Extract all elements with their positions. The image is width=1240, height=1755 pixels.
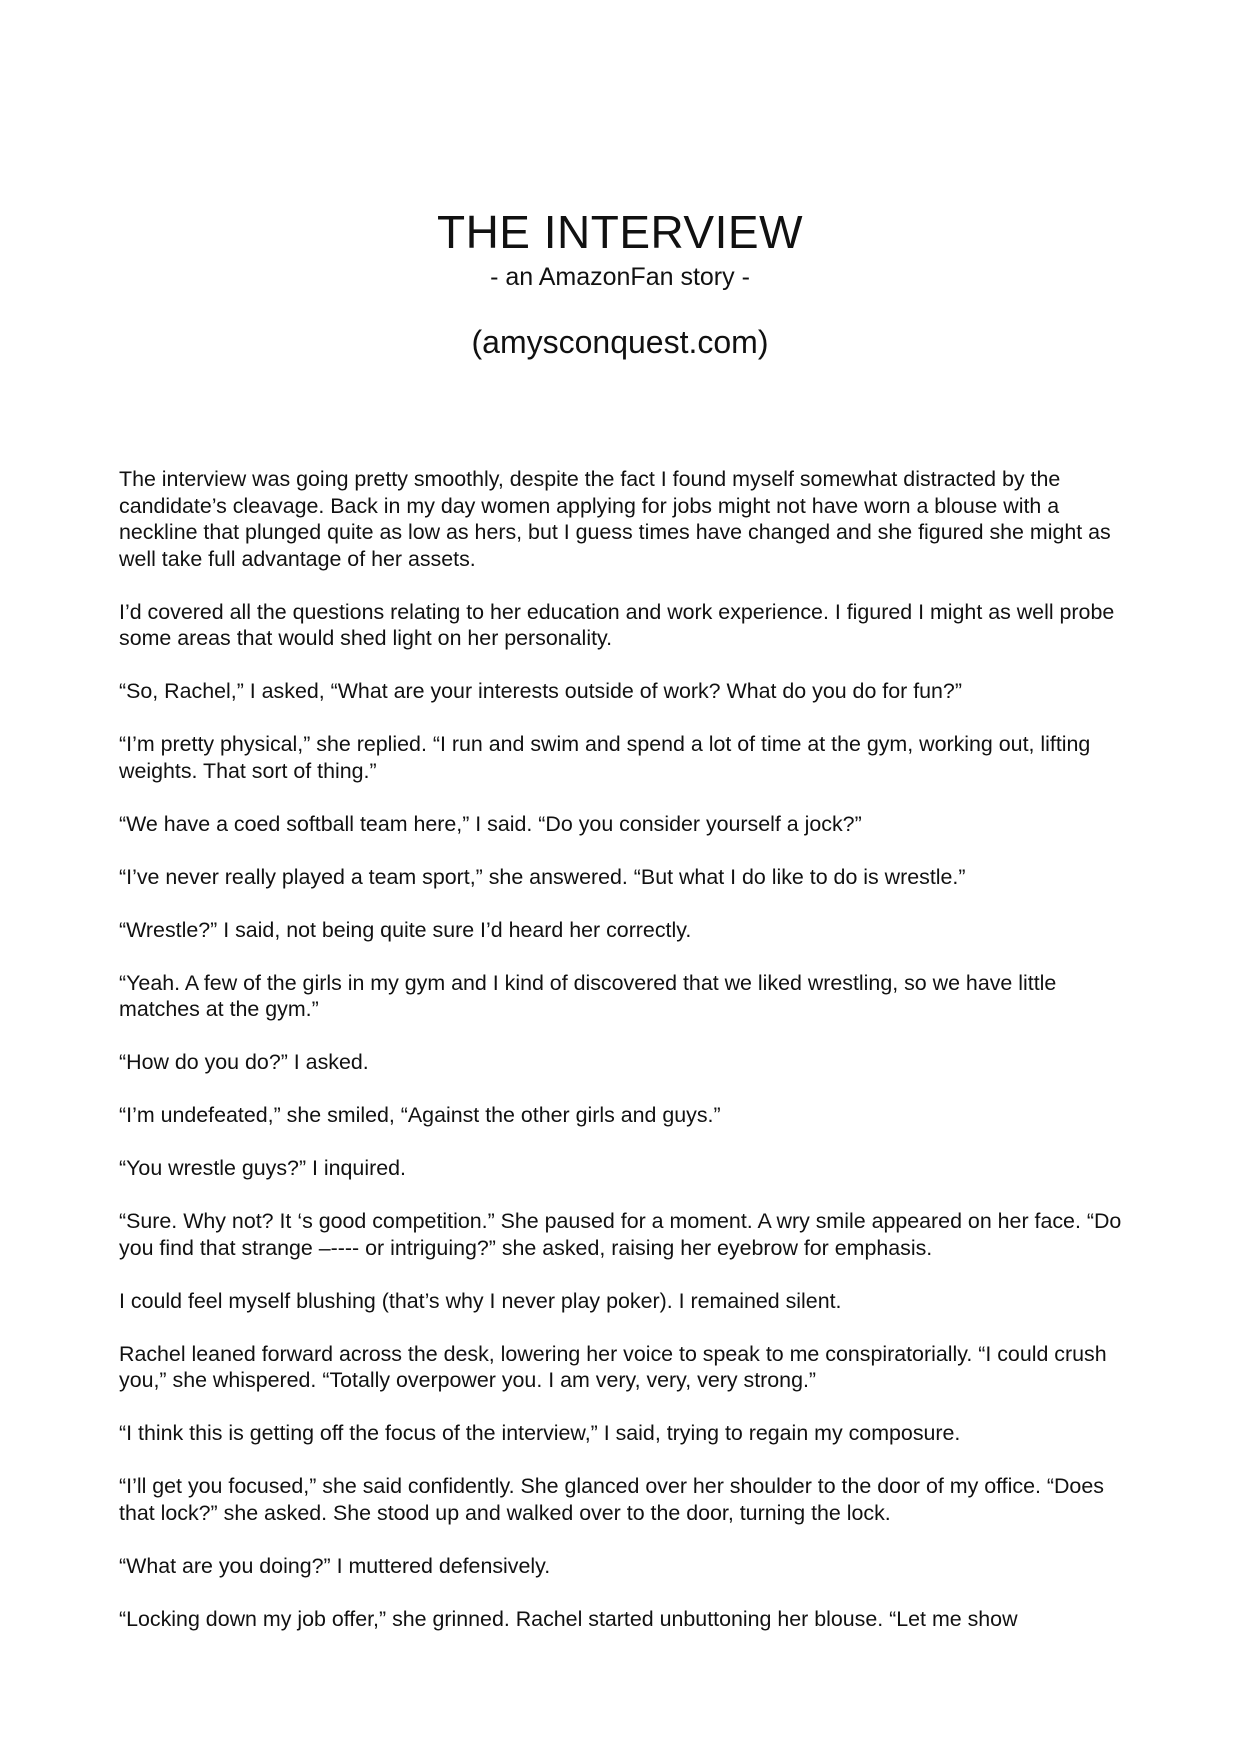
paragraph: The interview was going pretty smoothly, despite the fact I found myself somewhat distracted by the candidate’s cleavage. Back in my day women applying for jobs might not have worn a blouse with a neckline that plunged quite as low as hers, but I guess times have changed and she figured she might as well take full advantage of her assets.	[119, 467, 1111, 571]
story-body	[119, 466, 1129, 1659]
paragraph: Rachel leaned forward across the desk, lowering her voice to speak to me conspiratorially. “I could crush you,” she whispered. “Totally overpower you. I am very, very, very strong.”	[119, 1341, 1107, 1392]
document-title: THE INTERVIEW	[436, 206, 803, 258]
source-site: (amysconquest.com)	[471, 324, 769, 360]
paragraph: “Yeah. A few of the girls in my gym and I kind of discovered that we liked wrestling, so we have little matches at the gym.”	[119, 970, 1057, 1021]
paragraph: “I’m undefeated,” she smiled, “Against the other girls and guys.”	[119, 1103, 721, 1127]
document-subtitle: - an AmazonFan story -	[490, 263, 750, 291]
paragraph: “I’m pretty physical,” she replied. “I run and swim and spend a lot of time at the gym, working out, lifting weights. That sort of thing.”	[119, 732, 1091, 783]
paragraph: “Wrestle?” I said, not being quite sure I’d heard her correctly.	[119, 917, 692, 942]
paragraph: “I think this is getting off the focus of the interview,” I said, trying to regain my composure.	[119, 1421, 961, 1445]
paragraph: “You wrestle guys?” I inquired.	[119, 1156, 406, 1180]
paragraph: I could feel myself blushing (that’s why I never play poker). I remained silent.	[119, 1288, 842, 1313]
paragraph: “Sure. Why not? It ‘s good competition.” She paused for a moment. A wry smile appeared on her face. “Do you find that strange –---- or intriguing?” she asked, raising her eyebrow for emphasis.	[119, 1209, 1122, 1260]
paragraph: “How do you do?” I asked.	[119, 1050, 369, 1074]
paragraph: “I’ve never really played a team sport,” she answered. “But what I do like to do is wrestle.”	[119, 864, 966, 889]
paragraph: “We have a coed softball team here,” I said. “Do you consider yourself a jock?”	[119, 811, 862, 836]
paragraph: “Locking down my job offer,” she grinned. Rachel started unbuttoning her blouse. “Let me show	[119, 1606, 1018, 1631]
paragraph: “What are you doing?” I muttered defensively.	[119, 1553, 551, 1578]
paragraph: “I’ll get you focused,” she said confidently. She glanced over her shoulder to the door of my office. “Does that lock?” she asked. She stood up and walked over to the door, turning the lock.	[119, 1474, 1104, 1525]
paragraph: “So, Rachel,” I asked, “What are your interests outside of work? What do you do for fun?”	[119, 679, 962, 703]
paragraph: I’d covered all the questions relating to her education and work experience. I figured I might as well probe some areas that would shed light on her personality.	[119, 599, 1115, 650]
